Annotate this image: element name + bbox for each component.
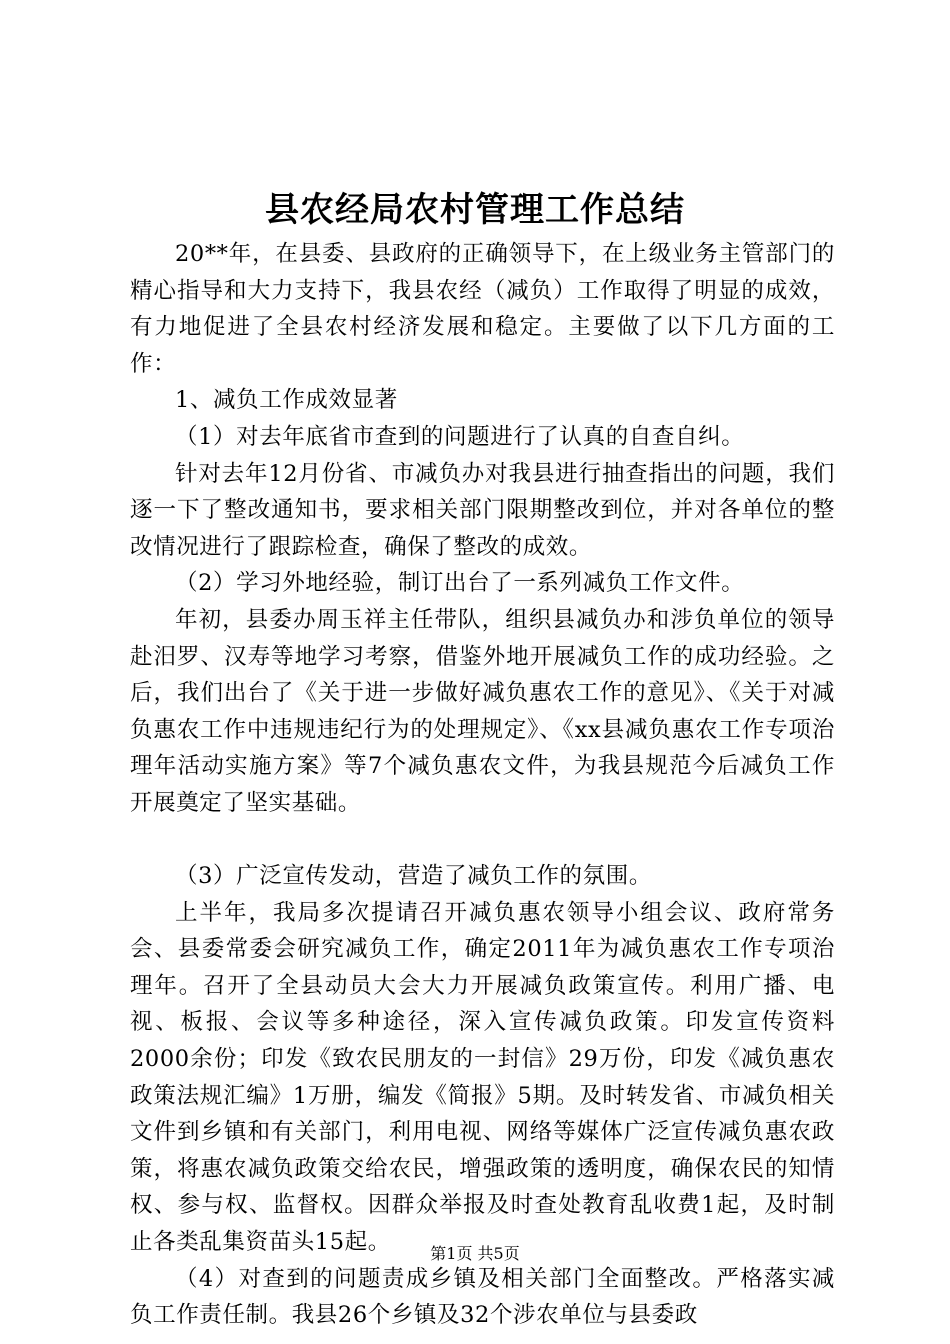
subheading-1: （1）对去年底省市查到的问题进行了认真的自查自纠。	[175, 423, 745, 450]
paragraph-1: 针对去年12月份省、市减负办对我县进行抽查指出的问题，我们逐一下了整改通知书，要求相关部门限期整改到位，并对各单位的整改情况进行了跟踪检查，确保了整改的成效。	[130, 460, 835, 560]
subheading-4: （4）对查到的问题责成乡镇及相关部门全面整改。严格落实减负工作责任制。我县26个乡镇及32个涉农单位与县委政	[130, 1265, 835, 1329]
subheading-2: （2）学习外地经验，制订出台了一系列减负工作文件。	[175, 570, 745, 597]
section-heading-1: 1、减负工作成效显著	[175, 387, 398, 414]
paragraph-3: 上半年，我局多次提请召开减负惠农领导小组会议、政府常务会、县委常委会研究减负工作，确定2011年为减负惠农工作专项治理年。召开了全县动员大会大力开展减负政策宣传。利用广播、电视、板报、会议等多种途径，深入宣传减负政策。印发宣传资料2000余份；印发《致农民朋友的一封信》29万份，印发《减负惠农政策法规汇编》1万册，编发《简报》5期。及时转发省、市减负相关文件到乡镇和有关部门，利用电视、网络等媒体广泛宣传减负惠农政策，将惠农减负政策交给农民，增强政策的透明度，确保农民的知情权、参与权、监督权。因群众举报及时查处教育乱收费1起，及时制止各类乱集资苗头15起。	[130, 899, 835, 1256]
subheading-3: （3）广泛宣传发动，营造了减负工作的氛围。	[175, 863, 652, 890]
paragraph-2: 年初，县委办周玉祥主任带队，组织县减负办和涉负单位的领导赴汨罗、汉寿等地学习考察，借鉴外地开展减负工作的成功经验。之后，我们出台了《关于进一步做好减负惠农工作的意见》、《关于对减负惠农工作中违规违纪行为的处理规定》、《xx县减负惠农工作专项治理年活动实施方案》等7个减负惠农文件，为我县规范今后减负工作开展奠定了坚实基础。	[130, 606, 835, 816]
document-body	[130, 236, 835, 1334]
document-title: 县农经局农村管理工作总结	[265, 190, 685, 230]
page-number-footer: 第1页 共5页	[430, 1244, 520, 1263]
paragraph-intro: 20**年，在县委、县政府的正确领导下，在上级业务主管部门的精心指导和大力支持下，我县农经（减负）工作取得了明显的成效，有力地促进了全县农村经济发展和稳定。主要做了以下几方面的工作：	[130, 241, 835, 377]
